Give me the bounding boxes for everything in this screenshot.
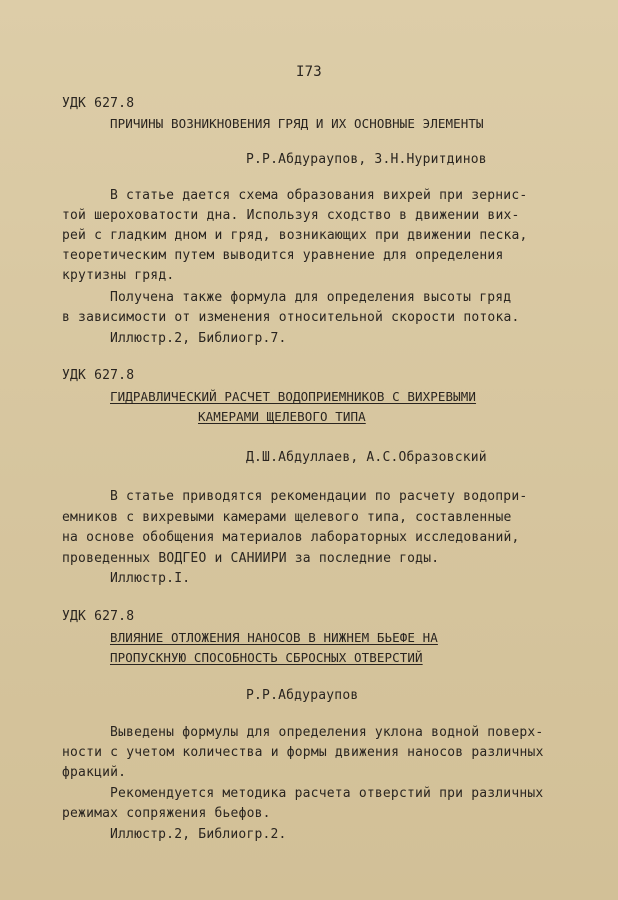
article-1-body-line-6: Получена также формула для определения высоты гряд: [110, 290, 512, 305]
article-3-body-line-2: ности с учетом количества и формы движения наносов различных: [62, 745, 544, 760]
article-3-authors: Р.Р.Абдураупов: [246, 688, 359, 703]
article-3-udk: УДК 627.8: [62, 609, 135, 624]
article-1-body-line-1: В статье дается схема образования вихрей при зернис-: [110, 188, 528, 203]
article-3-title-line-2: ПРОПУСКНУЮ СПОСОБНОСТЬ СБРОСНЫХ ОТВЕРСТИЙ: [110, 650, 423, 665]
article-1-udk: УДК 627.8: [62, 96, 135, 111]
article-3-body-line-4: Рекомендуется методика расчета отверстий при различных: [110, 786, 544, 801]
article-2-body-line-5: Иллюстр.I.: [110, 571, 191, 586]
article-1-body-line-8: Иллюстр.2, Библиогр.7.: [110, 331, 287, 346]
article-2-body-line-1: В статье приводятся рекомендации по расчету водопри-: [110, 489, 528, 504]
page-number: I73: [296, 64, 322, 80]
article-1-body-line-4: теоретическим путем выводится уравнение для определения: [62, 248, 504, 263]
article-1-body-line-7: в зависимости от изменения относительной скорости потока.: [62, 310, 520, 325]
article-1-body-line-5: крутизны гряд.: [62, 268, 175, 283]
article-2-body-line-4: проведенных ВОДГЕО и САНИИРИ за последние годы.: [62, 551, 440, 566]
article-2-body-line-2: емников с вихревыми камерами щелевого типа, составленные: [62, 510, 512, 525]
article-3-body-line-1: Выведены формулы для определения уклона водной поверх-: [110, 725, 544, 740]
article-3-body-line-6: Иллюстр.2, Библиогр.2.: [110, 827, 287, 842]
article-1-authors: Р.Р.Абдураупов, З.Н.Нуритдинов: [246, 152, 487, 167]
article-2-title-line-2: КАМЕРАМИ ЩЕЛЕВОГО ТИПА: [198, 409, 366, 424]
article-1-title-line-1: ПРИЧИНЫ ВОЗНИКНОВЕНИЯ ГРЯД И ИХ ОСНОВНЫЕ ЭЛЕМЕНТЫ: [110, 116, 484, 131]
article-2-authors: Д.Ш.Абдуллаев, А.С.Образовский: [246, 450, 487, 465]
article-2-udk: УДК 627.8: [62, 368, 135, 383]
article-2-body-line-3: на основе обобщения материалов лабораторных исследований,: [62, 530, 520, 545]
article-3-body-line-3: фракций.: [62, 765, 127, 780]
article-3-body-line-5: режимах сопряжения бьефов.: [62, 806, 271, 821]
article-3-title-line-1: ВЛИЯНИЕ ОТЛОЖЕНИЯ НАНОСОВ В НИЖНЕМ БЬЕФЕ НА: [110, 630, 438, 645]
article-1-body-line-3: рей с гладким дном и гряд, возникающих при движении песка,: [62, 228, 528, 243]
article-1-body-line-2: той шероховатости дна. Используя сходство в движении вих-: [62, 208, 520, 223]
article-2-title-line-1: ГИДРАВЛИЧЕСКИЙ РАСЧЕТ ВОДОПРИЕМНИКОВ С ВИХРЕВЫМИ: [110, 389, 477, 404]
